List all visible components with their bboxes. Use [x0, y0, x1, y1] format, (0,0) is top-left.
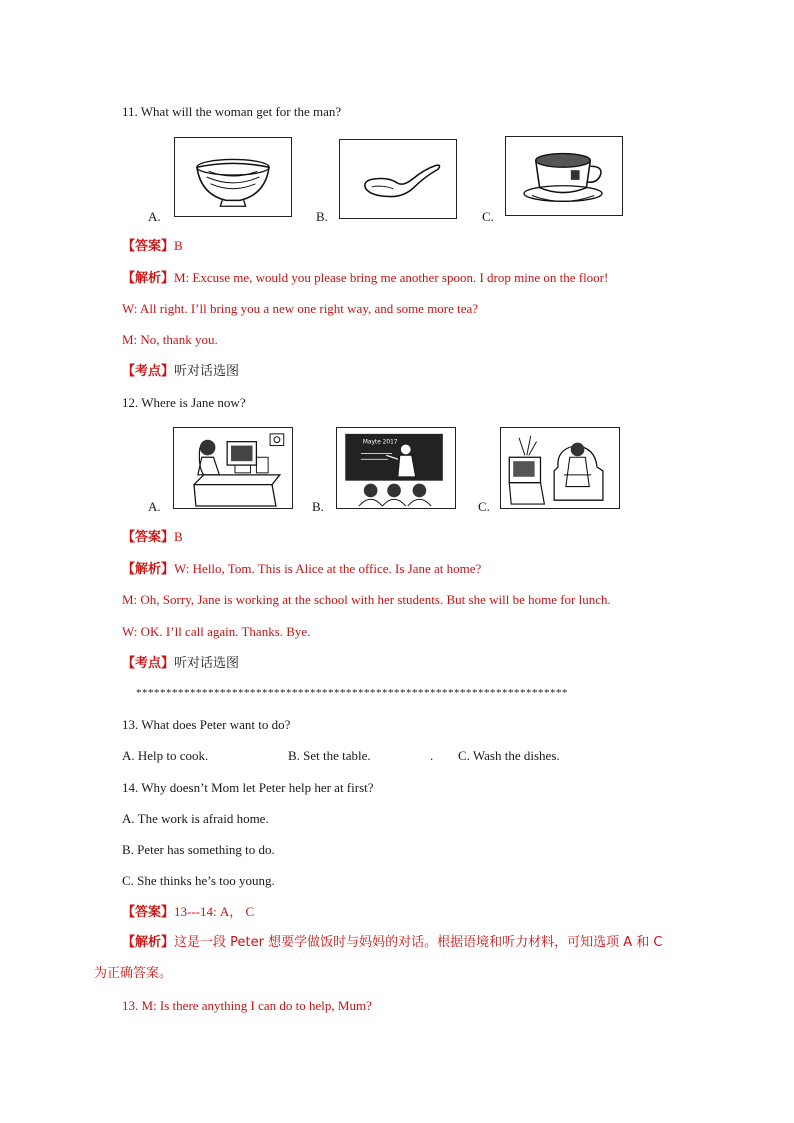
- classroom-teacher-icon: [337, 428, 455, 508]
- q13-14-analysis-line-2: 为正确答案。: [94, 966, 173, 981]
- answer-tag: 【答案】: [122, 530, 175, 545]
- analysis-tag: 【解析】: [122, 935, 175, 950]
- point-text: 听对话选图: [174, 364, 240, 379]
- q12-answer: [122, 529, 183, 546]
- home-armchair-icon: [501, 428, 619, 508]
- analysis-text: M: Excuse me, would you please bring me another spoon. I drop mine on the floor!: [174, 270, 609, 285]
- q11-analysis-line-2: W: All right. I’ll bring you a new one right way, and some more tea?: [122, 301, 479, 316]
- office-computer-icon: [174, 428, 292, 508]
- q11-answer: [122, 238, 183, 255]
- q13-14-transcript-line-1: 13. M: Is there anything I can do to help, Mum?: [122, 998, 372, 1013]
- q14-option-b: B. Peter has something to do.: [122, 842, 275, 857]
- q13-option-c: C. Wash the dishes.: [458, 748, 560, 763]
- q13-question: 13. What does Peter want to do?: [122, 717, 291, 732]
- q13-14-answer: [122, 904, 254, 921]
- q12-analysis-line-3: W: OK. I’ll call again. Thanks. Bye.: [122, 624, 311, 639]
- home-picture: [500, 427, 620, 509]
- q12-analysis-line-1: [122, 561, 481, 578]
- q13-14-analysis-line-1: [122, 935, 662, 951]
- answer-tag: 【答案】: [122, 905, 175, 920]
- point-text: 听对话选图: [174, 656, 240, 671]
- spoon-icon: [340, 140, 456, 218]
- q12-question: 12. Where is Jane now?: [122, 395, 246, 410]
- spoon-picture: [339, 139, 457, 219]
- point-tag: 【考点】: [122, 364, 175, 379]
- analysis-text: 这是一段 Peter 想要学做饭时与妈妈的对话。根据语境和听力材料，可知选项 A 和 C: [174, 935, 663, 950]
- point-tag: 【考点】: [122, 656, 175, 671]
- q13-option-dot: .: [430, 748, 434, 763]
- q11-analysis-line-1: [122, 270, 608, 287]
- q13-option-b: B. Set the table.: [288, 748, 371, 763]
- q13-option-a: A. Help to cook.: [122, 748, 209, 763]
- separator-stars: ************************************************************************: [136, 687, 568, 699]
- q12-option-c: C.: [478, 499, 490, 514]
- q14-option-c: C. She thinks he’s too young.: [122, 873, 275, 888]
- classroom-picture: [336, 427, 456, 509]
- answer-value: B: [174, 238, 183, 253]
- q14-option-a: A. The work is afraid home.: [122, 811, 269, 826]
- bowl-icon: [175, 138, 291, 216]
- answer-value: B: [174, 529, 183, 544]
- q11-option-a: A.: [148, 209, 161, 224]
- q11-point: [122, 363, 239, 380]
- q11-option-c: C.: [482, 209, 494, 224]
- analysis-text: W: Hello, Tom. This is Alice at the office. Is Jane at home?: [174, 561, 482, 576]
- analysis-tag: 【解析】: [122, 562, 175, 577]
- q12-option-b: B.: [312, 499, 324, 514]
- q11-question: 11. What will the woman get for the man?: [122, 104, 342, 119]
- teacup-icon: [506, 137, 622, 215]
- q12-option-a: A.: [148, 499, 161, 514]
- bowl-picture: [174, 137, 292, 217]
- answer-value: 13---14: A， C: [174, 904, 255, 919]
- q11-option-b: B.: [316, 209, 328, 224]
- q11-analysis-line-3: M: No, thank you.: [122, 332, 218, 347]
- teacup-picture: [505, 136, 623, 216]
- q12-analysis-line-2: M: Oh, Sorry, Jane is working at the school with her students. But she will be home for lunch.: [122, 592, 611, 607]
- q14-question: 14. Why doesn’t Mom let Peter help her at first?: [122, 780, 374, 795]
- answer-tag: 【答案】: [122, 239, 175, 254]
- office-picture: [173, 427, 293, 509]
- q12-point: [122, 655, 239, 672]
- blackboard-text: Mayte 2017: [362, 439, 398, 446]
- analysis-tag: 【解析】: [122, 271, 175, 286]
